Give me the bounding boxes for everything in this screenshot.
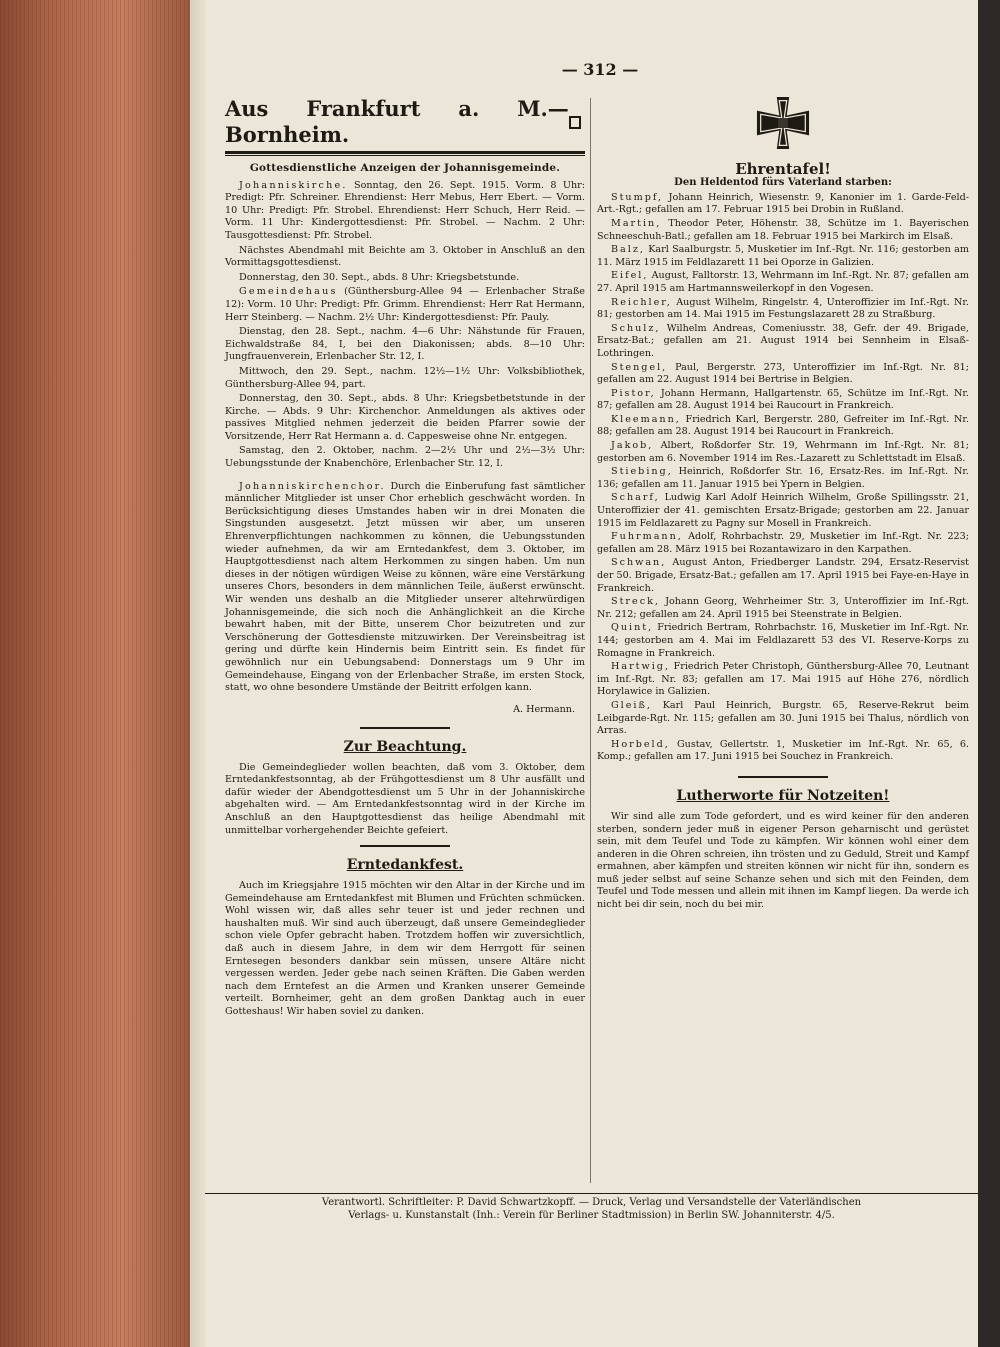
- divider: [360, 845, 450, 847]
- soldier-name: Quint,: [611, 622, 654, 634]
- paragraph-tuesday: Dienstag, den 28. Sept., nachm. 4—6 Uhr: Nähstunde für Frauen, Eichwaldstraße 84, I, bei den Diakonissen; abds. 8—10 Uhr: Jungfrauenverein, Erlenbacher Str. 12, I.: [225, 326, 585, 363]
- paragraph-wednesday: Mittwoch, den 29. Sept., nachm. 12½—1½ Uhr: Volksbibliothek, Günthersburg-Allee 94, part.: [225, 365, 585, 390]
- soldier-name: Stengel,: [611, 361, 668, 373]
- soldier-name: Hartwig,: [611, 661, 670, 673]
- list-item: [597, 700, 969, 738]
- list-item: [597, 244, 969, 269]
- list-item: [597, 622, 969, 660]
- harvest-title-text: Erntedankfest.: [346, 857, 464, 874]
- soldier-name: Scharf,: [611, 492, 660, 504]
- list-item: [597, 596, 969, 621]
- paragraph-thursday-2: Donnerstag, den 30. Sept., abds. 8 Uhr: Kriegsbetbetstunde in der Kirche. — Abds. 9 Uhr: Kirchenchor. Anmeldungen als aktives oder passives Mitglied nehmen jederzeit die beiden Pfarrer sowie der Vorsitzende, Herr Rat Hermann a. d. Cappesweise ohne Nr. entgegen.: [225, 393, 585, 442]
- soldier-details: Friedrich Bertram, Rohrbachstr. 16, Musketier im Inf.-Rgt. Nr. 144; gestorben am 4. Mai im Feldlazarett 53 des VI. Reserve-Korps zu Romagne in Frankreich.: [597, 622, 969, 659]
- soldier-details: Friedrich Karl, Bergerstr. 280, Gefreiter im Inf.-Rgt. Nr. 88; gefallen am 28. August 1914 bei Raucourt in Frankreich.: [597, 413, 969, 438]
- soldier-name: Streck,: [611, 596, 660, 608]
- soldier-details: August Wilhelm, Ringelstr. 4, Unteroffizier im Inf.-Rgt. Nr. 81; gestorben am 14. Mai 1915 im Festungslazarett 28 zu Straßburg.: [597, 296, 969, 321]
- soldier-name: Reichler,: [611, 296, 672, 308]
- page: [205, 0, 978, 1347]
- divider: [738, 776, 828, 778]
- soldier-details: Ludwig Karl Adolf Heinrich Wilhelm, Große Spillingsstr. 21, Unteroffizier der 41. gemischten Ersatz-Brigade; gestorben am 22. Januar 1915 im Feldlazarett zu Pagny sur Mosell in Frankreich.: [597, 492, 969, 529]
- lead-choir: Johanniskirchenchor.: [239, 480, 386, 492]
- list-item: [597, 388, 969, 413]
- left-column: [225, 96, 585, 1021]
- soldier-name: Pistor,: [611, 387, 656, 399]
- lead-church: Johanniskirche.: [239, 179, 348, 191]
- list-item: [597, 440, 969, 465]
- soldier-name: Fuhrmann,: [611, 531, 683, 543]
- soldier-details: Theodor Peter, Höhenstr. 38, Schütze im 1. Bayerischen Schneeschuh-Batl.; gefallen am 18. Februar 1915 bei Markirch im Elsaß.: [597, 217, 969, 242]
- background-edge: [978, 0, 1000, 1347]
- list-item: [597, 466, 969, 491]
- soldier-name: Stiebing,: [611, 466, 673, 478]
- imprint-line-1: Verantwortl. Schriftleiter: P. David Schwartzkopff. — Druck, Verlag und Versandstelle der Vaterländischen: [321, 1197, 862, 1208]
- iron-cross-icon: [752, 92, 814, 154]
- honor-roll-subtitle: Den Heldentod fürs Vaterland starben:: [674, 177, 892, 189]
- list-item: [597, 192, 969, 217]
- divider: [360, 727, 450, 729]
- paragraph-communion: Nächstes Abendmahl mit Beichte am 3. Oktober in Anschluß an den Vormittagsgottesdienst.: [225, 244, 585, 269]
- list-item: [597, 661, 969, 699]
- soldier-name: Martin,: [611, 217, 662, 229]
- paragraph-parish-house: [225, 286, 585, 324]
- imprint: [205, 1196, 978, 1222]
- paragraph-church: [225, 180, 585, 243]
- list-item: [597, 218, 969, 243]
- square-ornament-icon: [569, 116, 581, 129]
- soldier-details: Johann Heinrich, Wiesenstr. 9, Kanonier im 1. Garde-Feld-Art.-Rgt.; gefallen am 17. Februar 1915 bei Drobin in Rußland.: [597, 191, 969, 216]
- notice-title: [225, 738, 585, 756]
- soldier-details: Adolf, Rohrbachstr. 29, Musketier im Inf.-Rgt. Nr. 223; gefallen am 28. März 1915 bei Rozantawizaro in den Karpathen.: [597, 531, 969, 555]
- list-item: [597, 362, 969, 387]
- soldier-details: Albert, Roßdorfer Str. 19, Wehrmann im Inf.-Rgt. Nr. 81; gestorben am 6. November 1914 im Res.-Lazarett zu Schlettstadt im Elsaß.: [597, 440, 969, 464]
- list-item: [597, 739, 969, 764]
- list-item: [597, 323, 969, 361]
- subtitle: Gottesdienstliche Anzeigen der Johannisgemeinde.: [249, 162, 561, 174]
- iron-cross-wrap: [597, 92, 969, 159]
- text-parish-house: (Günthersburg-Allee 94 — Erlenbacher Straße 12): Vorm. 10 Uhr: Predigt: Pfr. Grimm. Ehrendienst: Herr Rat Hermann, Herr Steinberg. — Nachm. 2½ Uhr: Kindergottesdienst: Pfr. Pauly.: [225, 286, 585, 323]
- soldier-name: Stumpf,: [611, 191, 664, 203]
- soldier-name: Gleiß,: [611, 699, 652, 711]
- list-item: [597, 531, 969, 556]
- paragraph-notice: Die Gemeindeglieder wollen beachten, daß vom 3. Oktober, dem Erntedankfestsonntag, ab der Frühgottesdienst um 8 Uhr ausfällt und dafür wieder der Abendgottesdienst um 5 Uhr in der Johanniskirche abgehalten wird. — Am Erntedankfestsonntag wird in der Kirche im Anschluß an den Hauptgottesdienst das heilige Abendmahl mit unmittelbar vorhergehender Beichte gefeiert.: [225, 761, 585, 836]
- paragraph-harvest: Auch im Kriegsjahre 1915 möchten wir den Altar in der Kirche und im Gemeindehause am Erntedankfest mit Blumen und Früchten schmücken. Wohl wissen wir, daß alles sehr teuer ist und jeder rechnen und haushalten muß. Wir sind auch überzeugt, daß unsere Gemeindeglieder schon viele Opfer gebracht haben. Trotzdem hoffen wir zuversichtlich, daß auch in diesem Jahre, in dem wir dem Herrgott für seinen Erntesegen besonders dankbar sein müssen, unsere Altäre nicht vergessen werden. Jeder gebe nach seinen Kräften. Die Gaben werden nach dem Erntefest an die Armen und Kranken unserer Gemeinde verteilt. Bornheimer, geht an dem großen Danktag auch in euer Gotteshaus! Wir haben soviel zu danken.: [225, 880, 585, 1018]
- harvest-title: [225, 856, 585, 874]
- soldier-details: Karl Saalburgstr. 5, Musketier im Inf.-Rgt. Nr. 116; gestorben am 11. März 1915 im Feldlazarett 11 bei Oporze in Galizien.: [597, 244, 969, 268]
- choir-signature: A. Hermann.: [513, 704, 575, 716]
- soldier-details: Wilhelm Andreas, Comeniusstr. 38, Gefr. der 49. Brigade, Ersatz-Bat.; gefallen am 21. August 1914 bei Sennheim in Elsaß-Lothringen.: [597, 322, 969, 359]
- paragraph-choir: [225, 481, 585, 695]
- imprint-line-2: Verlags- u. Kunstanstalt (Inh.: Verein für Berliner Stadtmission) in Berlin SW. Johanniterstr. 4/5.: [348, 1210, 835, 1221]
- list-item: [597, 492, 969, 530]
- honor-roll-title: Ehrentafel!: [735, 159, 831, 178]
- notice-title-text: Zur Beachtung.: [343, 738, 467, 755]
- footer-rule: [205, 1193, 978, 1194]
- section-title-text: Aus Frankfurt a. M.—Bornheim.: [225, 96, 569, 147]
- page-number: — 312 —: [561, 60, 639, 79]
- column-divider: [590, 98, 591, 1183]
- soldier-details: Heinrich, Roßdorfer Str. 16, Ersatz-Res. im Inf.-Rgt. Nr. 136; gefallen am 11. Januar 1915 bei Ypern in Belgien.: [597, 466, 969, 490]
- list-item: [597, 557, 969, 595]
- honor-roll-list: [597, 192, 969, 764]
- soldier-details: Paul, Bergerstr. 273, Unteroffizier im Inf.-Rgt. Nr. 81; gefallen am 22. August 1914 bei Bertrise in Belgien.: [597, 361, 969, 386]
- list-item: [597, 414, 969, 439]
- soldier-name: Balz,: [611, 244, 645, 256]
- soldier-name: Eifel,: [611, 270, 649, 282]
- text-church: Sonntag, den 26. Sept. 1915. Vorm. 8 Uhr: Predigt: Pfr. Schreiner. Ehrendienst: Herr Mebus, Herr Ebert. — Vorm. 10 Uhr: Predigt: Pfr. Strobel. Ehrendienst: Herr Schuch, Herr Reid. — Vorm. 11 Uhr: Kindergottesdienst: Pfr. Strobel. — Nachm. 2 Uhr: Tausgottesdienst: Pfr. Strobel.: [225, 179, 586, 241]
- soldier-details: Johann Georg, Wehrheimer Str. 3, Unteroffizier im Inf.-Rgt. Nr. 212; gefallen am 24. April 1915 bei Steenstrate in Belgien.: [597, 596, 969, 620]
- soldier-name: Jakob,: [611, 440, 654, 452]
- title-rule: [225, 151, 585, 154]
- book-spine: [0, 0, 190, 1347]
- luther-title-text: Lutherworte für Notzeiten!: [676, 787, 890, 804]
- soldier-details: Karl Paul Heinrich, Burgstr. 65, Reserve-Rekrut beim Leibgarde-Rgt. Nr. 115; gefallen am 30. Juni 1915 bei Thalus, nördlich von Arras.: [597, 699, 969, 737]
- soldier-details: August, Falltorstr. 13, Wehrmann im Inf.-Rgt. Nr. 87; gefallen am 27. April 1915 am Hartmannsweilerkopf in den Vogesen.: [597, 270, 969, 294]
- luther-title: [597, 787, 969, 805]
- soldier-details: Gustav, Gellertstr. 1, Musketier im Inf.-Rgt. Nr. 65, 6. Komp.; gefallen am 17. Juni 1915 bei Souchez in Frankreich.: [597, 738, 969, 763]
- right-column: [597, 96, 969, 914]
- soldier-name: Schulz,: [611, 322, 661, 334]
- soldier-name: Schwan,: [611, 557, 667, 569]
- paragraph-thursday: Donnerstag, den 30. Sept., abds. 8 Uhr: Kriegsbetstunde.: [239, 271, 520, 283]
- paragraph-luther: Wir sind alle zum Tode gefordert, und es wird keiner für den anderen sterben, sondern jeder muß in eigener Person geharnischt und gerüstet sein, mit dem Teufel und Tode zu kämpfen. Wir können wohl einer dem anderen in die Ohren schreien, ihn trösten und zu Geduld, Streit und Kampf ermahnen, aber kämpfen und streiten können wir nicht für ihn, sondern es muß jeder selbst auf seine Schanze sehen und sich mit den Feinden, dem Teufel und Tode messen und allein mit ihnen im Kampf liegen. Da werde ich nicht bei dir sein, noch du bei mir.: [597, 810, 969, 911]
- text-choir: Durch die Einberufung fast sämtlicher männlicher Mitglieder ist unser Chor erheblich geschwächt worden. In Berücksichtigung dieses Umstandes haben wir in drei Monaten die Singstunden ausgesetzt. Jetzt müssen wir aber, um unseren Ehrenverpflichtungen nachkommen zu können, die Uebungsstunden wieder aufnehmen, da wir am Erntedankfest, dem 3. Oktober, im Hauptgottesdienst nach altem Herkommen zu singen haben. Um nun dieses in der nötigen würdigen Weise zu können, wäre eine Verstärkung unseres Chors, besonders in dem männlichen Teile, äußerst erwünscht. Wir wenden uns deshalb an die Mitglieder unserer altehrwürdigen Johannisgemeinde, die sich noch die Anhänglichkeit an die Kirche bewahrt haben, mit der Bitte, unserem Chor beizutreten und zur Verschönerung der Gottesdienste mitzuwirken. Der Vereinsbeitrag ist gering und dürfte kein Hindernis beim Eintritt sein. Es findet für gewöhnlich nur ein Uebungsabend: Donnerstags um 9 Uhr im Gemeindehause, Eingang von der Erlenbacher Straße, im ersten Stock, statt, wo ohne besondere Umstände der Beitritt erfolgen kann.: [225, 480, 585, 694]
- paragraph-saturday: Samstag, den 2. Oktober, nachm. 2—2½ Uhr und 2½—3½ Uhr: Uebungsstunde der Knabenchöre, Erlenbacher Str. 12, I.: [225, 445, 585, 470]
- title-rule-thin: [225, 155, 585, 156]
- soldier-details: August Anton, Friedberger Landstr. 294, Ersatz-Reservist der 50. Brigade, Ersatz-Bat.; gefallen am 17. April 1915 bei Faye-en-Haye in Frankreich.: [597, 557, 969, 594]
- soldier-name: Horbeld,: [611, 738, 670, 750]
- lead-parish-house: Gemeindehaus: [239, 286, 338, 298]
- soldier-details: Friedrich Peter Christoph, Günthersburg-Allee 70, Leutnant im Inf.-Rgt. Nr. 83; gefallen am 17. Mai 1915 auf Höhe 276, nördlich Horylawice in Galizien.: [597, 661, 969, 698]
- soldier-name: Kleemann,: [611, 413, 681, 425]
- list-item: [597, 270, 969, 295]
- soldier-details: Johann Hermann, Hallgartenstr. 65, Schütze im Inf.-Rgt. Nr. 87; gefallen am 28. August 1914 bei Raucourt in Frankreich.: [597, 387, 969, 412]
- list-item: [597, 297, 969, 322]
- section-title: [225, 96, 585, 148]
